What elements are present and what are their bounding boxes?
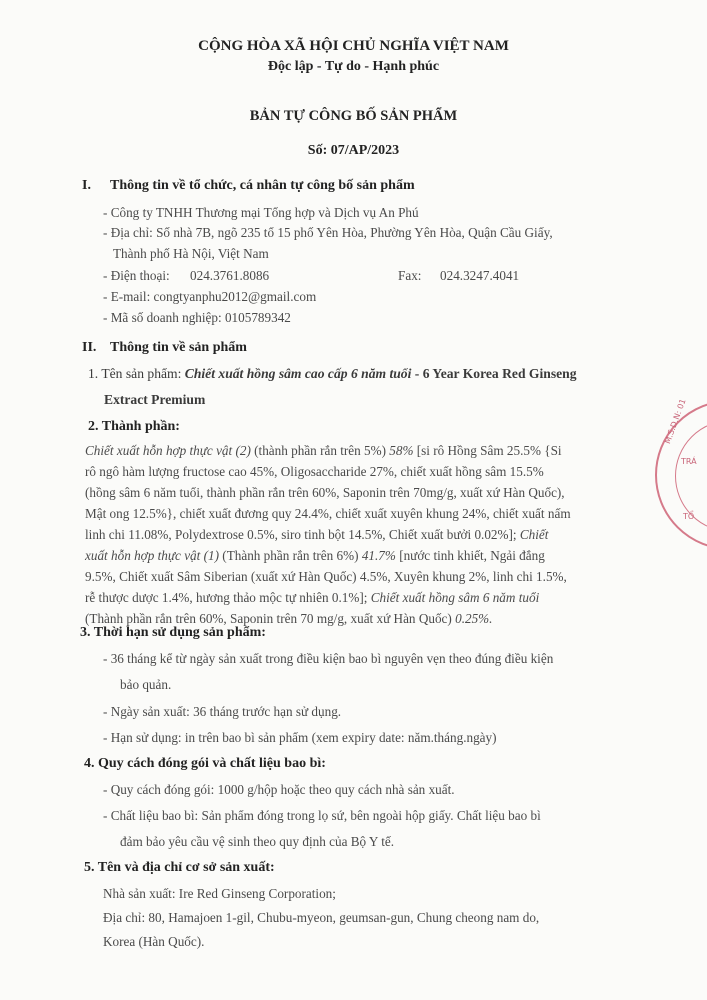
shelf-life-line-2: bảo quản.	[120, 677, 172, 692]
section2-heading: Thông tin về sản phẩm	[110, 340, 247, 355]
tax-code-line: - Mã số doanh nghiệp: 0105789342	[103, 310, 291, 325]
phone-value: 024.3761.8086	[190, 268, 270, 283]
packaging-line-2: - Chất liệu bao bì: Sản phẩm đóng trong lọ sứ, bên ngoài hộp giấy. Chất liệu bao bì	[103, 808, 541, 823]
composition-mix1: xuất hỗn hợp thực vật (1)	[85, 548, 219, 563]
expiry-date: - Hạn sử dụng: in trên bao bì sản phẩm (xem expiry date: năm.tháng.ngày)	[103, 730, 497, 745]
shelf-life-line-1: - 36 tháng kể từ ngày sản xuất trong điều kiện bao bì nguyên vẹn theo đúng điều kiện	[103, 651, 554, 666]
product-name-line-2: Extract Premium	[104, 392, 206, 407]
shelf-life-heading: 3. Thời hạn sử dụng sản phẩm:	[80, 625, 266, 640]
composition-mix1-start: Chiết	[519, 527, 549, 542]
composition-line-3: (hồng sâm 6 năm tuổi, thành phần rắn trên 60%, Saponin trên 70mg/g, xuất xứ Hàn Quốc),	[85, 485, 565, 500]
stamp-text-b: TỔ	[683, 512, 695, 521]
composition-text: [si rô Hồng Sâm 25.5% {Si	[413, 443, 562, 458]
section2-number: II.	[82, 340, 97, 355]
packaging-line-3: đảm bảo yêu cầu vệ sinh theo quy định của Bộ Y tế.	[120, 834, 395, 849]
composition-mix2: Chiết xuất hỗn hợp thực vật (2)	[85, 443, 251, 458]
composition-line-6	[85, 548, 545, 564]
composition-text: linh chi 11.08%, Polydextrose 0.5%, siro tinh bột 14.5%, Chiết xuất bưởi 0.02%];	[85, 527, 520, 542]
country-title: CỘNG HÒA XÃ HỘI CHỦ NGHĨA VIỆT NAM	[198, 38, 509, 54]
product-name-line-1	[88, 366, 577, 382]
product-name-en: - 6 Year Korea Red Ginseng	[411, 366, 577, 381]
motto: Độc lập - Tự do - Hạnh phúc	[267, 59, 440, 74]
composition-text: (thành phần rắn trên 5%)	[250, 443, 390, 458]
manufacturer-name: Nhà sản xuất: Ire Red Ginseng Corporation;	[103, 886, 336, 901]
manufacturer-heading: 5. Tên và địa chỉ cơ sở sản xuất:	[84, 860, 275, 875]
document-title: BẢN TỰ CÔNG BỐ SẢN PHẨM	[249, 108, 458, 124]
composition-text: (Thành phần rắn trên 60%, Saponin trên 70 mg/g, xuất xứ Hàn Quốc)	[85, 611, 456, 626]
composition-percent: 41.7%	[361, 548, 396, 563]
stamp-text-top: M.S.D.N: 01	[663, 397, 688, 446]
fax-value: 024.3247.4041	[440, 268, 520, 283]
composition-line-4: Mật ong 12.5%}, chiết xuất đương quy 24.4%, chiết xuất xuyên khung 24%, chiết xuất nấm	[85, 506, 571, 521]
composition-line-7: 9.5%, Chiết xuất Sâm Siberian (xuất xứ Hàn Quốc) 4.5%, Xuyên khung 2%, linh chi 1.5%,	[85, 569, 567, 584]
composition-percent: 58%	[389, 443, 414, 458]
composition-line-2: rô ngô hàm lượng fructose cao 45%, Oligosaccharide 27%, chiết xuất hồng sâm 15.5%	[85, 464, 544, 479]
composition-line-5	[85, 527, 548, 543]
composition-text: rễ thược dược 1.4%, hương thảo mộc tự nhiên 0.1%];	[85, 590, 371, 605]
company-name: - Công ty TNHH Thương mại Tổng hợp và Dịch vụ An Phú	[103, 205, 419, 220]
manufacture-date: - Ngày sản xuất: 36 tháng trước hạn sử dụng.	[103, 704, 342, 719]
stamp-text-a: TRÁ	[681, 457, 697, 466]
packaging-heading: 4. Quy cách đóng gói và chất liệu bao bì:	[84, 756, 326, 771]
phone-label: - Điện thoại:	[103, 268, 170, 283]
address-line-1: - Địa chỉ: Số nhà 7B, ngõ 235 tổ 15 phố Yên Hòa, Phường Yên Hòa, Quận Cầu Giấy,	[103, 225, 553, 240]
composition-line-8	[85, 590, 539, 606]
composition-percent: 0.25%.	[455, 611, 493, 626]
composition-line-1	[85, 443, 562, 459]
product-name-vi: Chiết xuất hồng sâm cao cấp 6 năm tuổi	[184, 366, 412, 381]
fax-label: Fax:	[398, 268, 422, 283]
manufacturer-address-2: Korea (Hàn Quốc).	[103, 934, 205, 949]
document-number: Số: 07/AP/2023	[307, 143, 400, 158]
composition-red-ginseng: Chiết xuất hồng sâm 6 năm tuổi	[370, 590, 540, 605]
composition-text: (Thành phần rắn trên 6%)	[219, 548, 362, 563]
company-stamp	[655, 397, 707, 550]
composition-heading: 2. Thành phần:	[88, 419, 180, 434]
address-line-2: Thành phố Hà Nội, Việt Nam	[113, 246, 269, 261]
section1-number: I.	[82, 178, 91, 193]
section1-heading: Thông tin về tổ chức, cá nhân tự công bố sản phẩm	[110, 178, 415, 193]
email-line: - E-mail: congtyanphu2012@gmail.com	[103, 289, 317, 304]
composition-text: [nước tinh khiết, Ngải đắng	[395, 548, 545, 563]
packaging-line-1: - Quy cách đóng gói: 1000 g/hộp hoặc theo quy cách nhà sản xuất.	[103, 782, 455, 797]
product-name-label: 1. Tên sản phẩm:	[88, 366, 185, 381]
manufacturer-address-1: Địa chỉ: 80, Hamajoen 1-gil, Chubu-myeon, geumsan-gun, Chung cheong nam do,	[103, 910, 540, 925]
